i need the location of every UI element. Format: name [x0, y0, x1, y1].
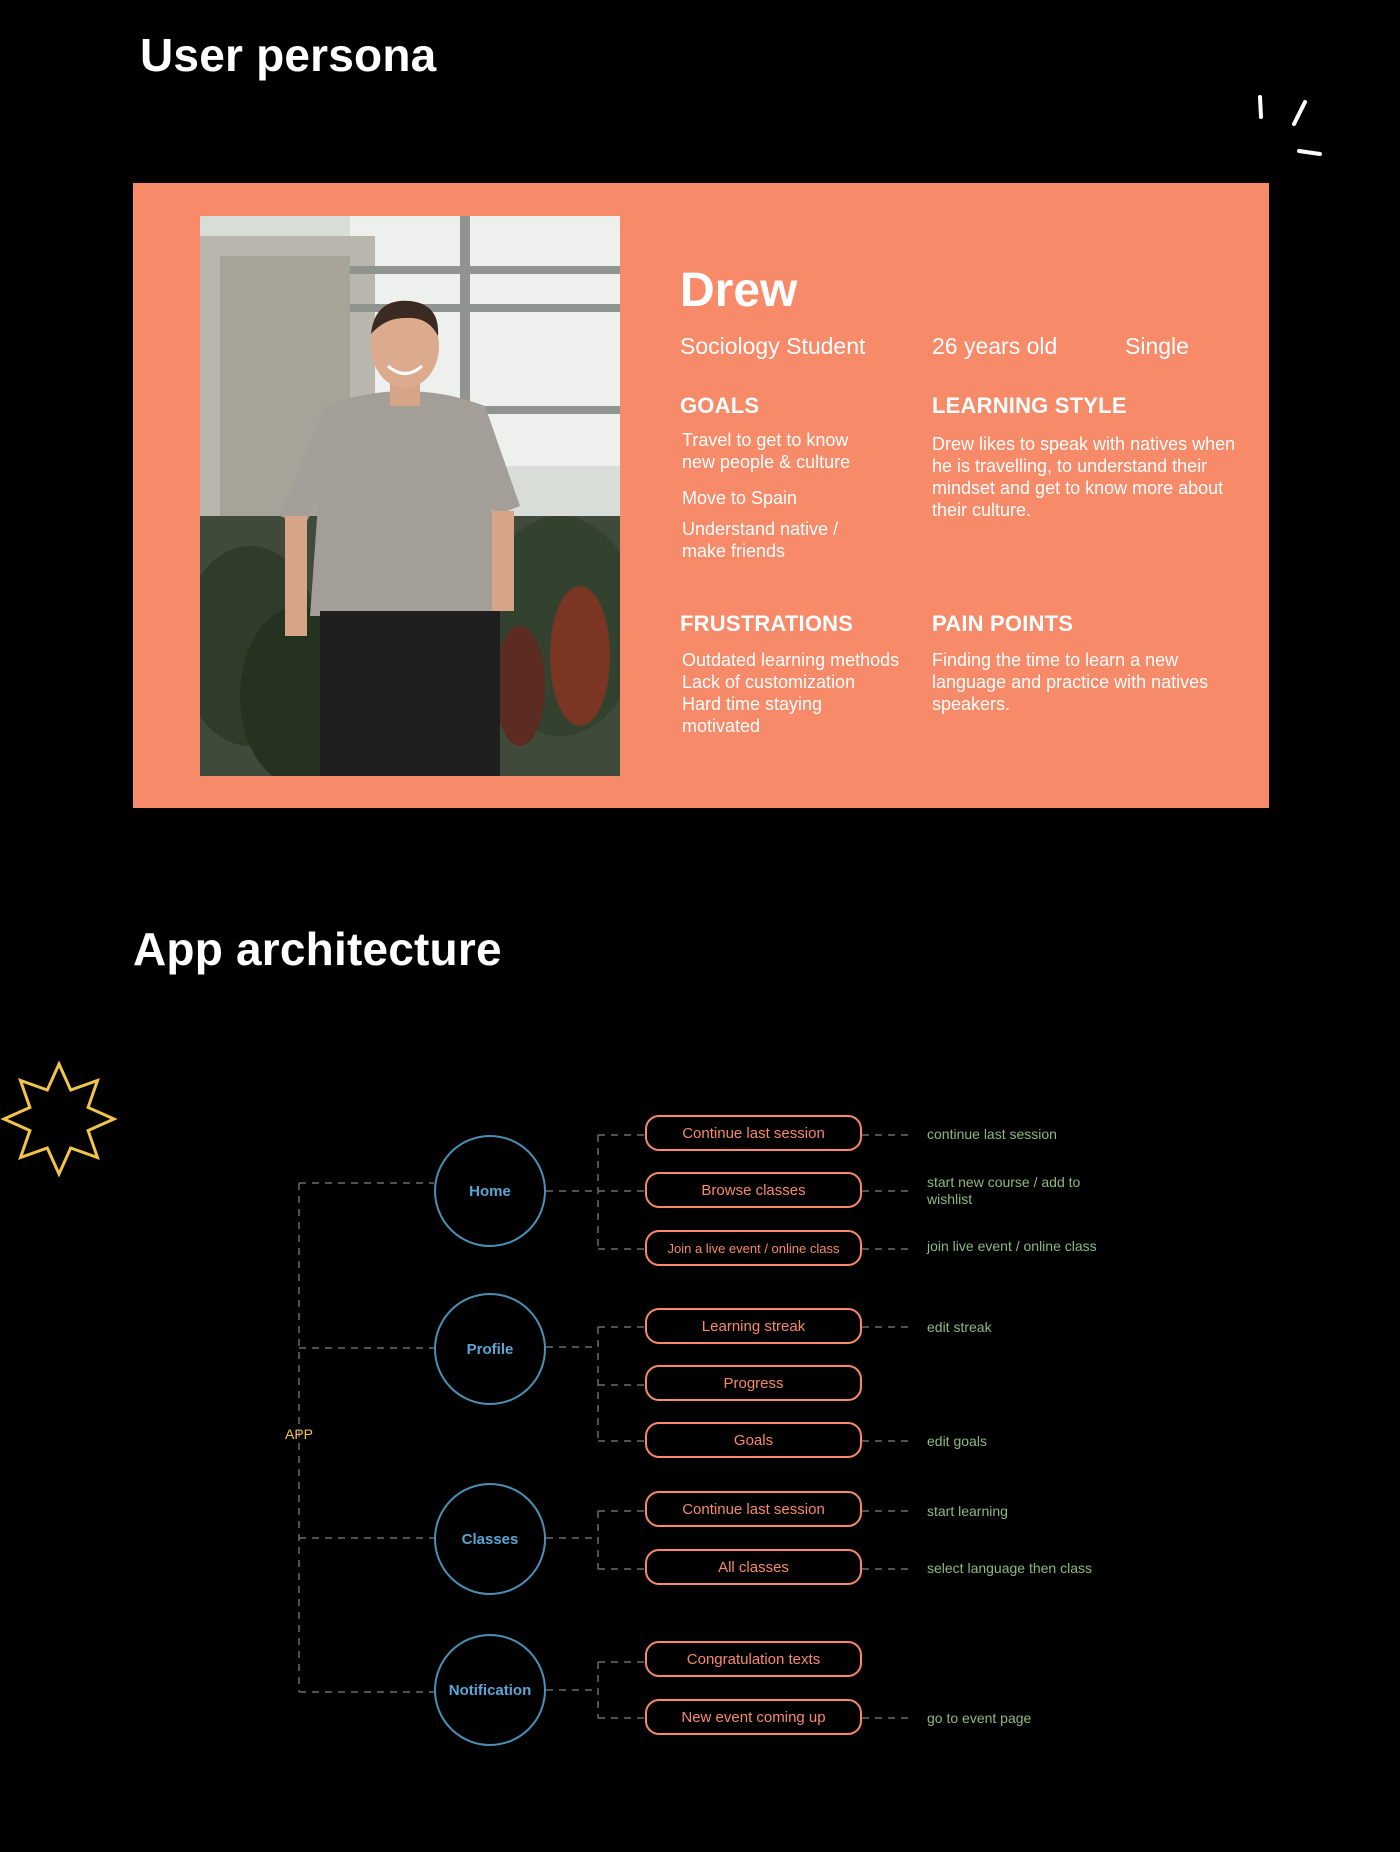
frustrations-heading: FRUSTRATIONS — [680, 611, 854, 636]
node-classes: Classes — [434, 1483, 546, 1595]
node-notification: Notification — [434, 1634, 546, 1746]
frustration-item: Hard time staying motivated — [682, 694, 823, 736]
sparkle-icon — [1250, 90, 1330, 170]
app-architecture-title: App architecture — [133, 923, 502, 975]
screen-learning-streak: Learning streak — [645, 1308, 862, 1344]
pain-points-text: Finding the time to learn a new language and practice with natives speakers. — [932, 650, 1209, 714]
action-start-learning: start learning — [927, 1503, 1008, 1519]
persona-occupation: Sociology Student — [680, 333, 866, 359]
architecture-diagram — [0, 1060, 1400, 1780]
screen-progress: Progress — [645, 1365, 862, 1401]
frustration-item: Lack of customization — [682, 672, 856, 692]
learning-style-text: Drew likes to speak with natives when he is travelling, to understand their mindset and get to know more about their culture. — [932, 434, 1236, 520]
goal-item: Move to Spain — [682, 488, 798, 508]
screen-browse-classes: Browse classes — [645, 1172, 862, 1208]
action-select-language: select language then class — [927, 1560, 1092, 1576]
persona-photo — [200, 216, 620, 776]
goal-item: Travel to get to know new people & culture — [682, 430, 851, 472]
action-join-live-event: join live event / online class — [927, 1238, 1097, 1254]
screen-new-event: New event coming up — [645, 1699, 862, 1735]
user-persona-title: User persona — [140, 29, 437, 81]
persona-status: Single — [1125, 333, 1189, 359]
action-continue-last-session: continue last session — [927, 1126, 1057, 1142]
node-profile: Profile — [434, 1293, 546, 1405]
persona-name: Drew — [680, 264, 798, 317]
goal-item: Understand native / make friends — [682, 519, 839, 561]
action-edit-streak: edit streak — [927, 1319, 992, 1335]
app-star-icon — [0, 1060, 118, 1178]
action-edit-goals: edit goals — [927, 1433, 987, 1449]
screen-all-classes: All classes — [645, 1549, 862, 1585]
learning-style-heading: LEARNING STYLE — [932, 393, 1127, 418]
persona-age: 26 years old — [932, 333, 1058, 359]
screen-continue-last-session: Continue last session — [645, 1115, 862, 1151]
screen-goals: Goals — [645, 1422, 862, 1458]
screen-congratulation-texts: Congratulation texts — [645, 1641, 862, 1677]
node-home: Home — [434, 1135, 546, 1247]
screen-join-live-event: Join a live event / online class — [645, 1230, 862, 1266]
screen-classes-continue: Continue last session — [645, 1491, 862, 1527]
persona-card — [133, 183, 1269, 808]
pain-points-heading: PAIN POINTS — [932, 611, 1074, 636]
app-root-label: APP — [284, 1426, 313, 1442]
action-go-to-event-page: go to event page — [927, 1710, 1032, 1726]
goals-heading: GOALS — [680, 393, 760, 418]
frustrations-list — [682, 649, 902, 737]
frustration-item: Outdated learning methods — [682, 650, 900, 670]
action-start-new-course: start new course / add to wishlist — [927, 1174, 1081, 1207]
